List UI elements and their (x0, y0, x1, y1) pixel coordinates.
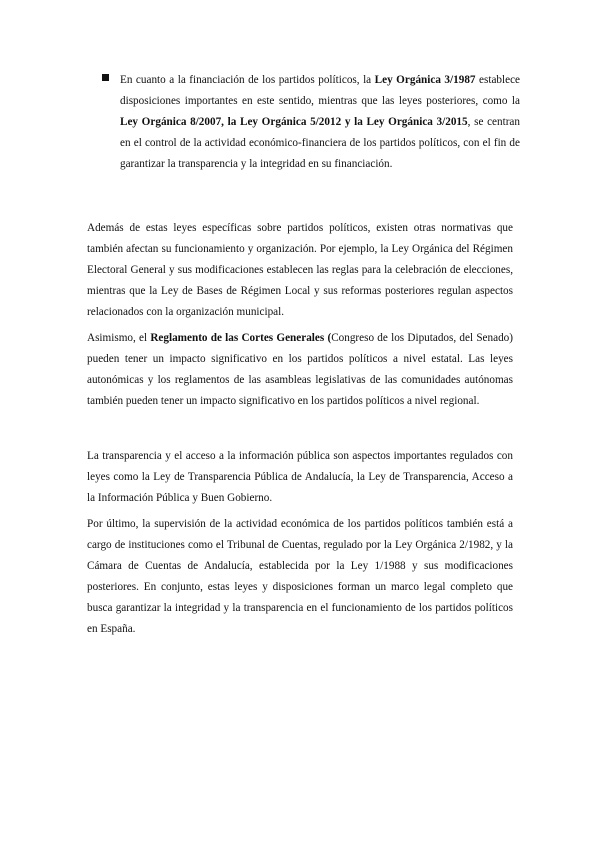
bullet-text-3: , se centran en el control de la actividad económico-financiera de los partidos políticos, con el fin de garantizar la transparencia y la integridad en su financiación. (120, 116, 520, 170)
bullet-text-1: En cuanto a la financiación de los partidos políticos, la (120, 74, 375, 86)
square-bullet-icon (102, 74, 109, 81)
paragraph-2-text-c: Congreso de los Diputados, del Senado) pueden tener un impacto significativo en los partidos políticos a nivel estatal. Las leyes autonómicas y los reglamentos de las asambleas legislativas de las comunidades autónomas también pueden tener un impacto significativo en los partidos políticos a nivel regional. (87, 332, 513, 407)
paragraph-transparencia: La transparencia y el acceso a la información pública son aspectos importantes regulados con leyes como la Ley de Transparencia Pública de Andalucía, la Ley de Transparencia, Acceso a la Información Pública y Buen Gobierno. (87, 450, 513, 504)
bullet-item-financiacion (120, 70, 520, 175)
paragraph-supervision: Por último, la supervisión de la actividad económica de los partidos políticos también está a cargo de instituciones como el Tribunal de Cuentas, regulado por la Ley Orgánica 2/1982, y la Cámara de Cuentas de Andalucía, establecida por la Ley 1/1988 y sus modificaciones posteriores. En conjunto, estas leyes y disposiciones forman un marco legal completo que busca garantizar la integridad y la transparencia en el funcionamiento de los partidos políticos en España. (87, 518, 513, 635)
bullet-text-2: establece disposiciones importantes en este sentido, mientras que las leyes posteriores, como la (120, 74, 521, 107)
paragraph-2-bold: Reglamento de las Cortes Generales ( (150, 332, 332, 344)
bullet-bold-1: Ley Orgánica 3/1987 (374, 74, 476, 86)
bullet-bold-2: Ley Orgánica 8/2007, la Ley Orgánica 5/2012 y la Ley Orgánica 3/2015 (120, 116, 468, 128)
paragraph-otras-normativas: Además de estas leyes específicas sobre partidos políticos, existen otras normativas que también afectan su funcionamiento y organización. Por ejemplo, la Ley Orgánica del Régimen Electoral General y sus modificaciones establecen las reglas para la celebración de elecciones, mientras que la Ley de Bases de Régimen Local y sus reformas posteriores regulan aspectos relacionados con la organización municipal. (87, 222, 513, 318)
paragraph-2-text-a: Asimismo, el (87, 332, 151, 344)
paragraph-reglamento-cortes (87, 328, 513, 412)
